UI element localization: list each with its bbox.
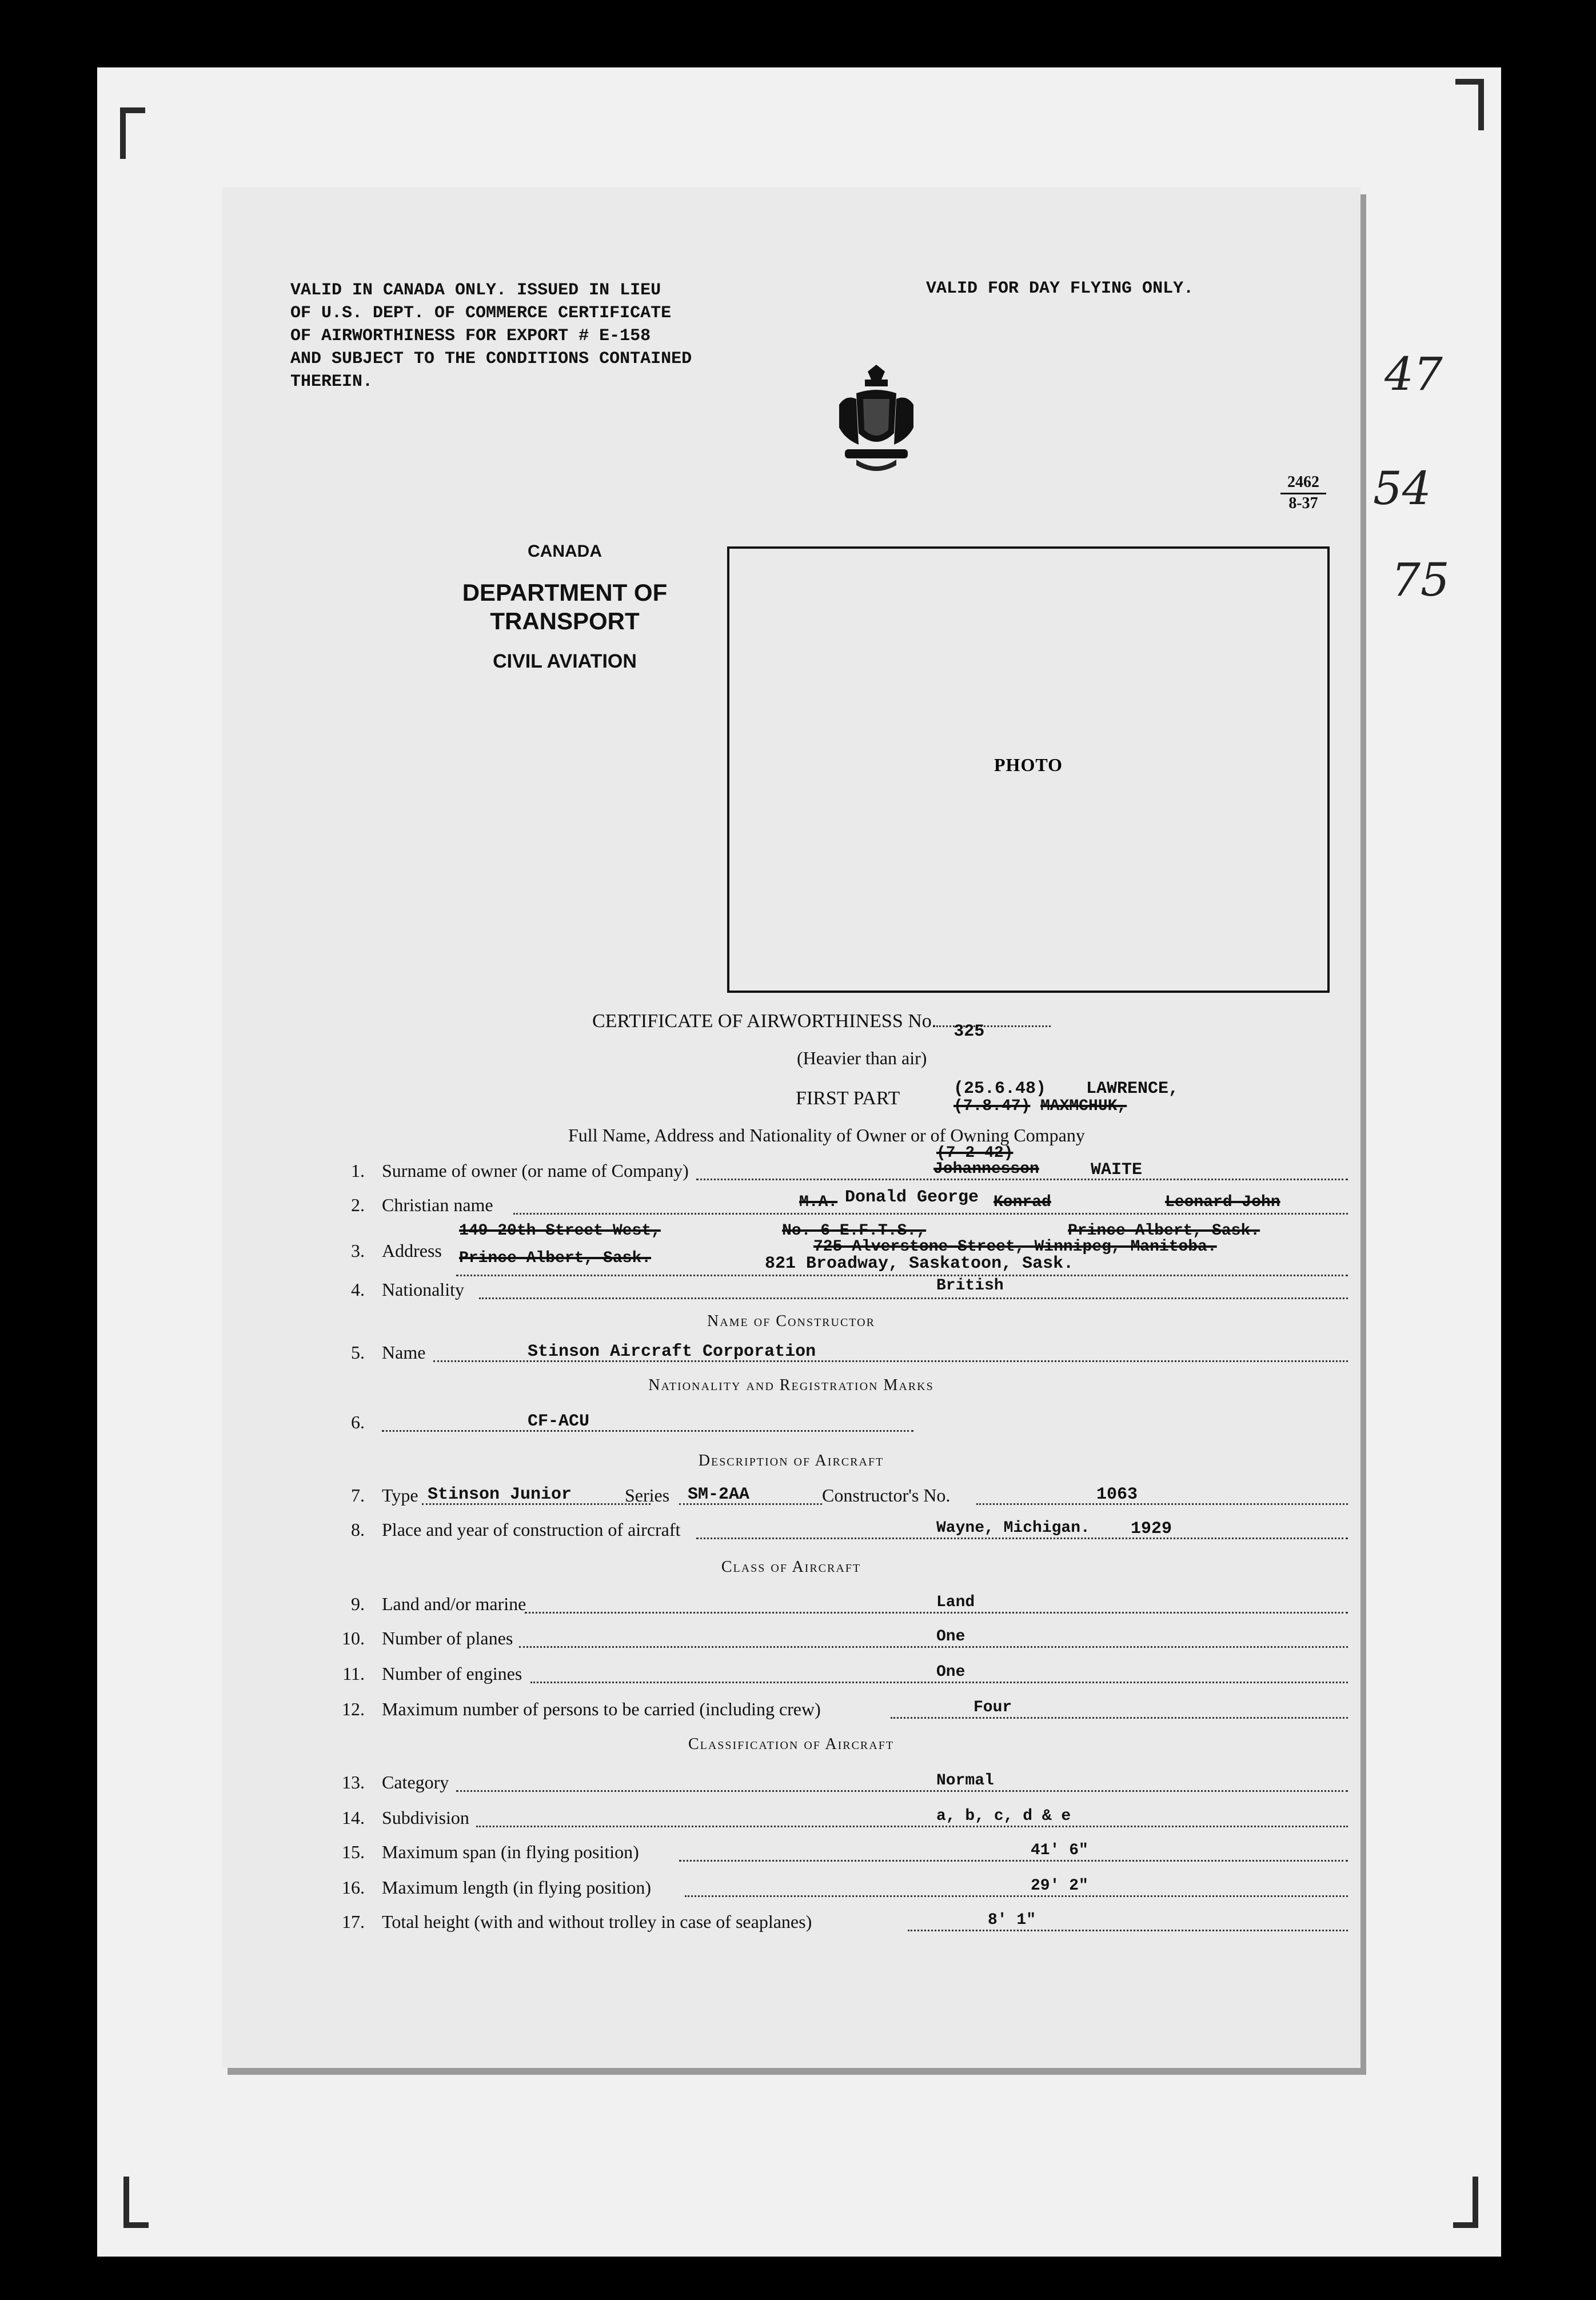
section-heading-class: Class of Aircraft — [721, 1558, 861, 1576]
dotted-line — [696, 1538, 1348, 1539]
dotted-line — [476, 1826, 1348, 1827]
struck-date: (7-2-42) — [936, 1144, 1014, 1162]
owner-surname: WAITE — [1091, 1160, 1143, 1180]
row-label: Address — [382, 1240, 442, 1261]
field-row-constructor-name — [330, 1342, 1348, 1371]
land-marine-value: Land — [936, 1594, 975, 1611]
form-number-bottom: 8-37 — [1280, 493, 1326, 513]
aircraft-type: Stinson Junior — [428, 1485, 572, 1504]
field-row-height — [330, 1911, 1348, 1940]
row-label: Name — [382, 1342, 426, 1363]
certificate-number: 325 — [953, 1022, 985, 1041]
stamp-line: VALID IN CANADA ONLY. ISSUED IN LIEU — [290, 281, 661, 300]
row-label: Place and year of construction of aircraft — [382, 1519, 681, 1540]
country-label: CANADA — [528, 542, 602, 561]
photo-box — [727, 546, 1330, 993]
row-number: 15. — [342, 1842, 365, 1862]
field-row-planes — [330, 1628, 1348, 1656]
row-number: 2. — [351, 1195, 365, 1215]
validity-stamp — [290, 279, 692, 393]
row-number: 1. — [351, 1160, 365, 1181]
row-label: Maximum number of persons to be carried (including crew) — [382, 1699, 821, 1719]
span-value: 41' 6" — [1031, 1842, 1088, 1859]
struck-address: Prince Albert, Sask. — [459, 1249, 652, 1267]
struck-christian-name: Leonard John — [1165, 1193, 1280, 1211]
form-number — [1280, 473, 1326, 513]
owner-address: 821 Broadway, Saskatoon, Sask. — [765, 1254, 1074, 1273]
row-label: Subdivision — [382, 1807, 469, 1828]
branch-title: CIVIL AVIATION — [493, 650, 637, 672]
row-label: Category — [382, 1772, 449, 1792]
stamp-line: OF AIRWORTHINESS FOR EXPORT # E-158 — [290, 326, 651, 346]
field-row-surname — [330, 1160, 1348, 1189]
row-label: Number of planes — [382, 1628, 513, 1648]
field-row-nationality — [330, 1279, 1348, 1308]
constructor-number-label: Constructor's No. — [822, 1485, 951, 1506]
constructor-number: 1063 — [1096, 1485, 1138, 1504]
amendment-owner: LAWRENCE, — [1086, 1079, 1179, 1099]
engines-value: One — [936, 1663, 965, 1681]
persons-value: Four — [973, 1699, 1012, 1716]
field-row-christian-name — [330, 1188, 1348, 1223]
certificate-subtitle: (Heavier than air) — [797, 1048, 927, 1068]
dotted-line — [456, 1790, 1348, 1792]
place-of-construction: Wayne, Michigan. — [936, 1519, 1090, 1537]
row-label: Maximum span (in flying position) — [382, 1842, 639, 1862]
stamp-line: THEREIN. — [290, 372, 373, 392]
row-label: Nationality — [382, 1279, 464, 1300]
row-number: 9. — [351, 1594, 365, 1614]
row-number: 6. — [351, 1412, 365, 1432]
stamp-line: OF U.S. DEPT. OF COMMERCE CERTIFICATE — [290, 304, 672, 323]
certificate-page — [222, 187, 1450, 2068]
struck-amendment-owner: MAXMCHUK, — [1040, 1097, 1127, 1115]
planes-value: One — [936, 1628, 965, 1646]
field-row-category — [330, 1772, 1348, 1800]
row-number: 14. — [342, 1807, 365, 1828]
section-heading-description: Description of Aircraft — [698, 1452, 884, 1470]
row-label: Surname of owner (or name of Company) — [382, 1160, 689, 1181]
owner-caption: Full Name, Address and Nationality of Owner or of Owning Company — [568, 1125, 1085, 1145]
row-number: 5. — [351, 1342, 365, 1363]
field-row-length — [330, 1877, 1348, 1906]
owner-christian-name: Donald George — [845, 1188, 979, 1207]
row-number: 13. — [342, 1772, 365, 1792]
struck-address: 725 Alverstone Street, Winnipeg, Manitoba. — [813, 1238, 1217, 1256]
form-number-top: 2462 — [1287, 473, 1319, 491]
row-number: 8. — [351, 1519, 365, 1540]
amendment-date: (25.6.48) — [953, 1079, 1047, 1099]
constructor-name: Stinson Aircraft Corporation — [528, 1342, 816, 1361]
row-number: 17. — [342, 1911, 365, 1932]
row-number: 7. — [351, 1485, 365, 1506]
year-of-construction: 1929 — [1131, 1519, 1172, 1539]
department-title: DEPARTMENT OF — [462, 579, 668, 606]
section-heading-registration: Nationality and Registration Marks — [648, 1376, 934, 1394]
struck-address: 149 20th Street West, — [459, 1222, 661, 1240]
row-number: 3. — [351, 1240, 365, 1261]
section-heading-classification: Classification of Aircraft — [688, 1735, 895, 1753]
frame-corner-mark — [1453, 2177, 1478, 2228]
margin-note: 75 — [1391, 553, 1450, 606]
photo-label: PHOTO — [994, 754, 1063, 775]
struck-christian-name: M.A. — [799, 1193, 838, 1211]
registration-mark: CF-ACU — [528, 1412, 590, 1431]
field-row-place-year — [330, 1519, 1348, 1548]
day-flying-note: VALID FOR DAY FLYING ONLY. — [926, 279, 1194, 298]
coat-of-arms-icon — [833, 365, 919, 473]
field-row-subdivision — [330, 1807, 1348, 1836]
category-value: Normal — [936, 1772, 994, 1790]
margin-note: 47 — [1384, 348, 1443, 401]
dotted-line — [456, 1275, 1348, 1276]
series-label: Series — [625, 1485, 670, 1506]
row-number: 16. — [342, 1877, 365, 1898]
dotted-line — [679, 1860, 1348, 1862]
row-label: Total height (with and without trolley in case of seaplanes) — [382, 1911, 812, 1932]
stamp-line: AND SUBJECT TO THE CONDITIONS CONTAINED — [290, 349, 692, 369]
subdivision-value: a, b, c, d & e — [936, 1807, 1071, 1825]
frame-corner-mark — [120, 107, 145, 159]
struck-address: Prince Albert, Sask. — [1068, 1222, 1260, 1240]
row-number: 4. — [351, 1279, 365, 1300]
row-number: 12. — [342, 1699, 365, 1719]
dotted-line — [479, 1297, 1348, 1299]
department-title: TRANSPORT — [490, 608, 640, 634]
aircraft-series: SM-2AA — [688, 1485, 750, 1504]
margin-note: 54 — [1373, 462, 1431, 515]
length-value: 29' 2" — [1031, 1877, 1088, 1895]
struck-christian-name: Konrad — [993, 1193, 1051, 1211]
row-number: 11. — [342, 1663, 365, 1684]
row-label: Number of engines — [382, 1663, 522, 1684]
dotted-line — [519, 1646, 1348, 1648]
frame-corner-mark — [123, 2177, 149, 2228]
field-row-engines — [330, 1663, 1348, 1692]
owner-nationality: British — [936, 1277, 1004, 1295]
row-label: Type — [382, 1485, 418, 1506]
dotted-line — [382, 1430, 913, 1432]
dotted-line — [525, 1612, 1348, 1614]
field-row-land-marine — [330, 1594, 1348, 1622]
dotted-line — [513, 1213, 1348, 1215]
struck-address: No. 6 E.F.T.S., — [782, 1222, 927, 1240]
row-label: Land and/or marine — [382, 1594, 526, 1614]
frame-corner-mark — [1455, 79, 1484, 130]
struck-owner-surname: Johannesson — [933, 1160, 1039, 1178]
field-row-persons — [330, 1699, 1348, 1727]
first-part-label: FIRST PART — [796, 1088, 900, 1109]
dotted-line — [696, 1179, 1348, 1180]
dotted-line — [530, 1682, 1348, 1683]
struck-amendment-date: (7.8.47) — [953, 1097, 1031, 1115]
height-value: 8' 1" — [988, 1911, 1036, 1929]
row-label: Maximum length (in flying position) — [382, 1877, 652, 1898]
row-number: 10. — [342, 1628, 365, 1648]
dotted-line — [891, 1717, 1348, 1719]
field-row-type — [330, 1485, 1348, 1514]
dotted-line — [685, 1895, 1348, 1897]
section-heading-constructor: Name of Constructor — [707, 1312, 875, 1330]
row-label: Christian name — [382, 1195, 493, 1215]
field-row-registration-marks — [330, 1412, 1348, 1440]
dotted-line — [908, 1930, 1348, 1931]
field-row-span — [330, 1842, 1348, 1870]
dotted-line — [976, 1503, 1348, 1505]
certificate-title — [592, 1011, 1051, 1041]
certificate-title-text: CERTIFICATE OF AIRWORTHINESS No. — [592, 1011, 937, 1032]
